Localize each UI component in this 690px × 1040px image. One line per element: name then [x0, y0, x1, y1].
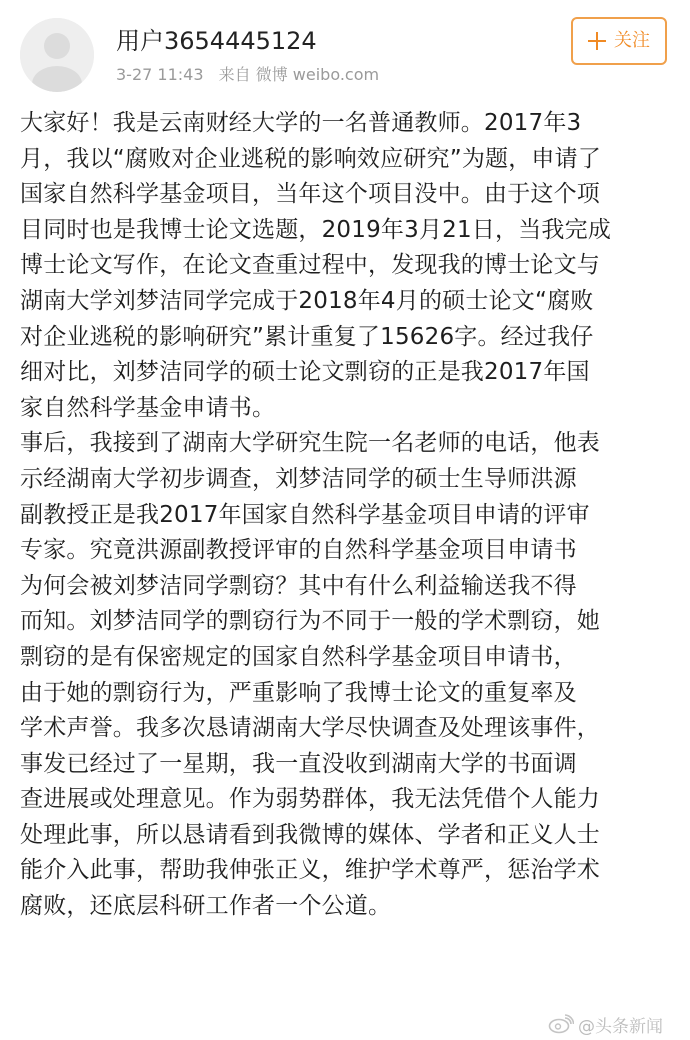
follow-label: 关注	[614, 30, 650, 51]
post-source: 来自 微博 weibo.com	[218, 65, 380, 84]
post-line: 由于她的剽窃行为，严重影响了我博士论文的重复率及	[20, 679, 577, 706]
post-time: 3-27 11:43	[116, 65, 204, 84]
post-text	[20, 106, 675, 925]
post-line: 湖南大学刘梦洁同学完成于2018年4月的硕士论文“腐败	[20, 287, 594, 314]
post-line: 剽窃的是有保密规定的国家自然科学基金项目申请书，	[20, 643, 577, 670]
post-line: 对企业逃税的影响研究”累计重复了15626字。经过我仔	[20, 323, 594, 350]
post-header	[0, 0, 690, 100]
post-line: 事发已经过了一星期，我一直没收到湖南大学的书面调	[20, 750, 577, 777]
post-line: 学术声誉。我多次恳请湖南大学尽快调查及处理该事件，	[20, 715, 600, 742]
follow-button[interactable]	[571, 17, 667, 65]
post-line: 而知。刘梦洁同学的剽窃行为不同于一般的学术剽窃，她	[20, 608, 600, 635]
post-line: 查进展或处理意见。作为弱势群体，我无法凭借个人能力	[20, 786, 600, 813]
post-line: 处理此事，所以恳请看到我微博的媒体、学者和正义人士	[20, 821, 600, 848]
watermark-text: @头条新闻	[578, 1016, 663, 1037]
post-meta	[116, 64, 389, 86]
post-line: 国家自然科学基金项目，当年这个项目没中。由于这个项	[20, 181, 600, 208]
post-line: 能介入此事，帮助我伸张正义，维护学术尊严，惩治学术	[20, 857, 600, 884]
weibo-logo-icon	[548, 1014, 574, 1034]
avatar[interactable]	[20, 18, 94, 92]
post-line: 博士论文写作，在论文查重过程中，发现我的博士论文与	[20, 252, 600, 279]
post-line: 示经湖南大学初步调查，刘梦洁同学的硕士生导师洪源	[20, 465, 577, 492]
watermark	[548, 1012, 663, 1036]
post-line: 为何会被刘梦洁同学剽窃？其中有什么利益输送我不得	[20, 572, 577, 599]
username[interactable]: 用户3654445124	[116, 27, 317, 55]
post-line: 事后，我接到了湖南大学研究生院一名老师的电话，他表	[20, 430, 600, 457]
plus-icon	[588, 32, 606, 50]
post-line: 腐败，还底层科研工作者一个公道。	[20, 893, 392, 920]
post-line: 副教授正是我2017年国家自然科学基金项目申请的评审	[20, 501, 590, 528]
post-line: 大家好！我是云南财经大学的一名普通教师。2017年3	[20, 110, 582, 136]
default-avatar-icon	[20, 18, 94, 92]
post-line: 细对比，刘梦洁同学的硕士论文剽窃的正是我2017年国	[20, 359, 590, 386]
post-line: 专家。究竟洪源副教授评审的自然科学基金项目申请书	[20, 537, 577, 564]
post-line: 月，我以“腐败对企业逃税的影响效应研究”为题，申请了	[20, 145, 602, 172]
post-line: 目同时也是我博士论文选题，2019年3月21日，当我完成	[20, 216, 612, 243]
post-line: 家自然科学基金申请书。	[20, 394, 276, 421]
